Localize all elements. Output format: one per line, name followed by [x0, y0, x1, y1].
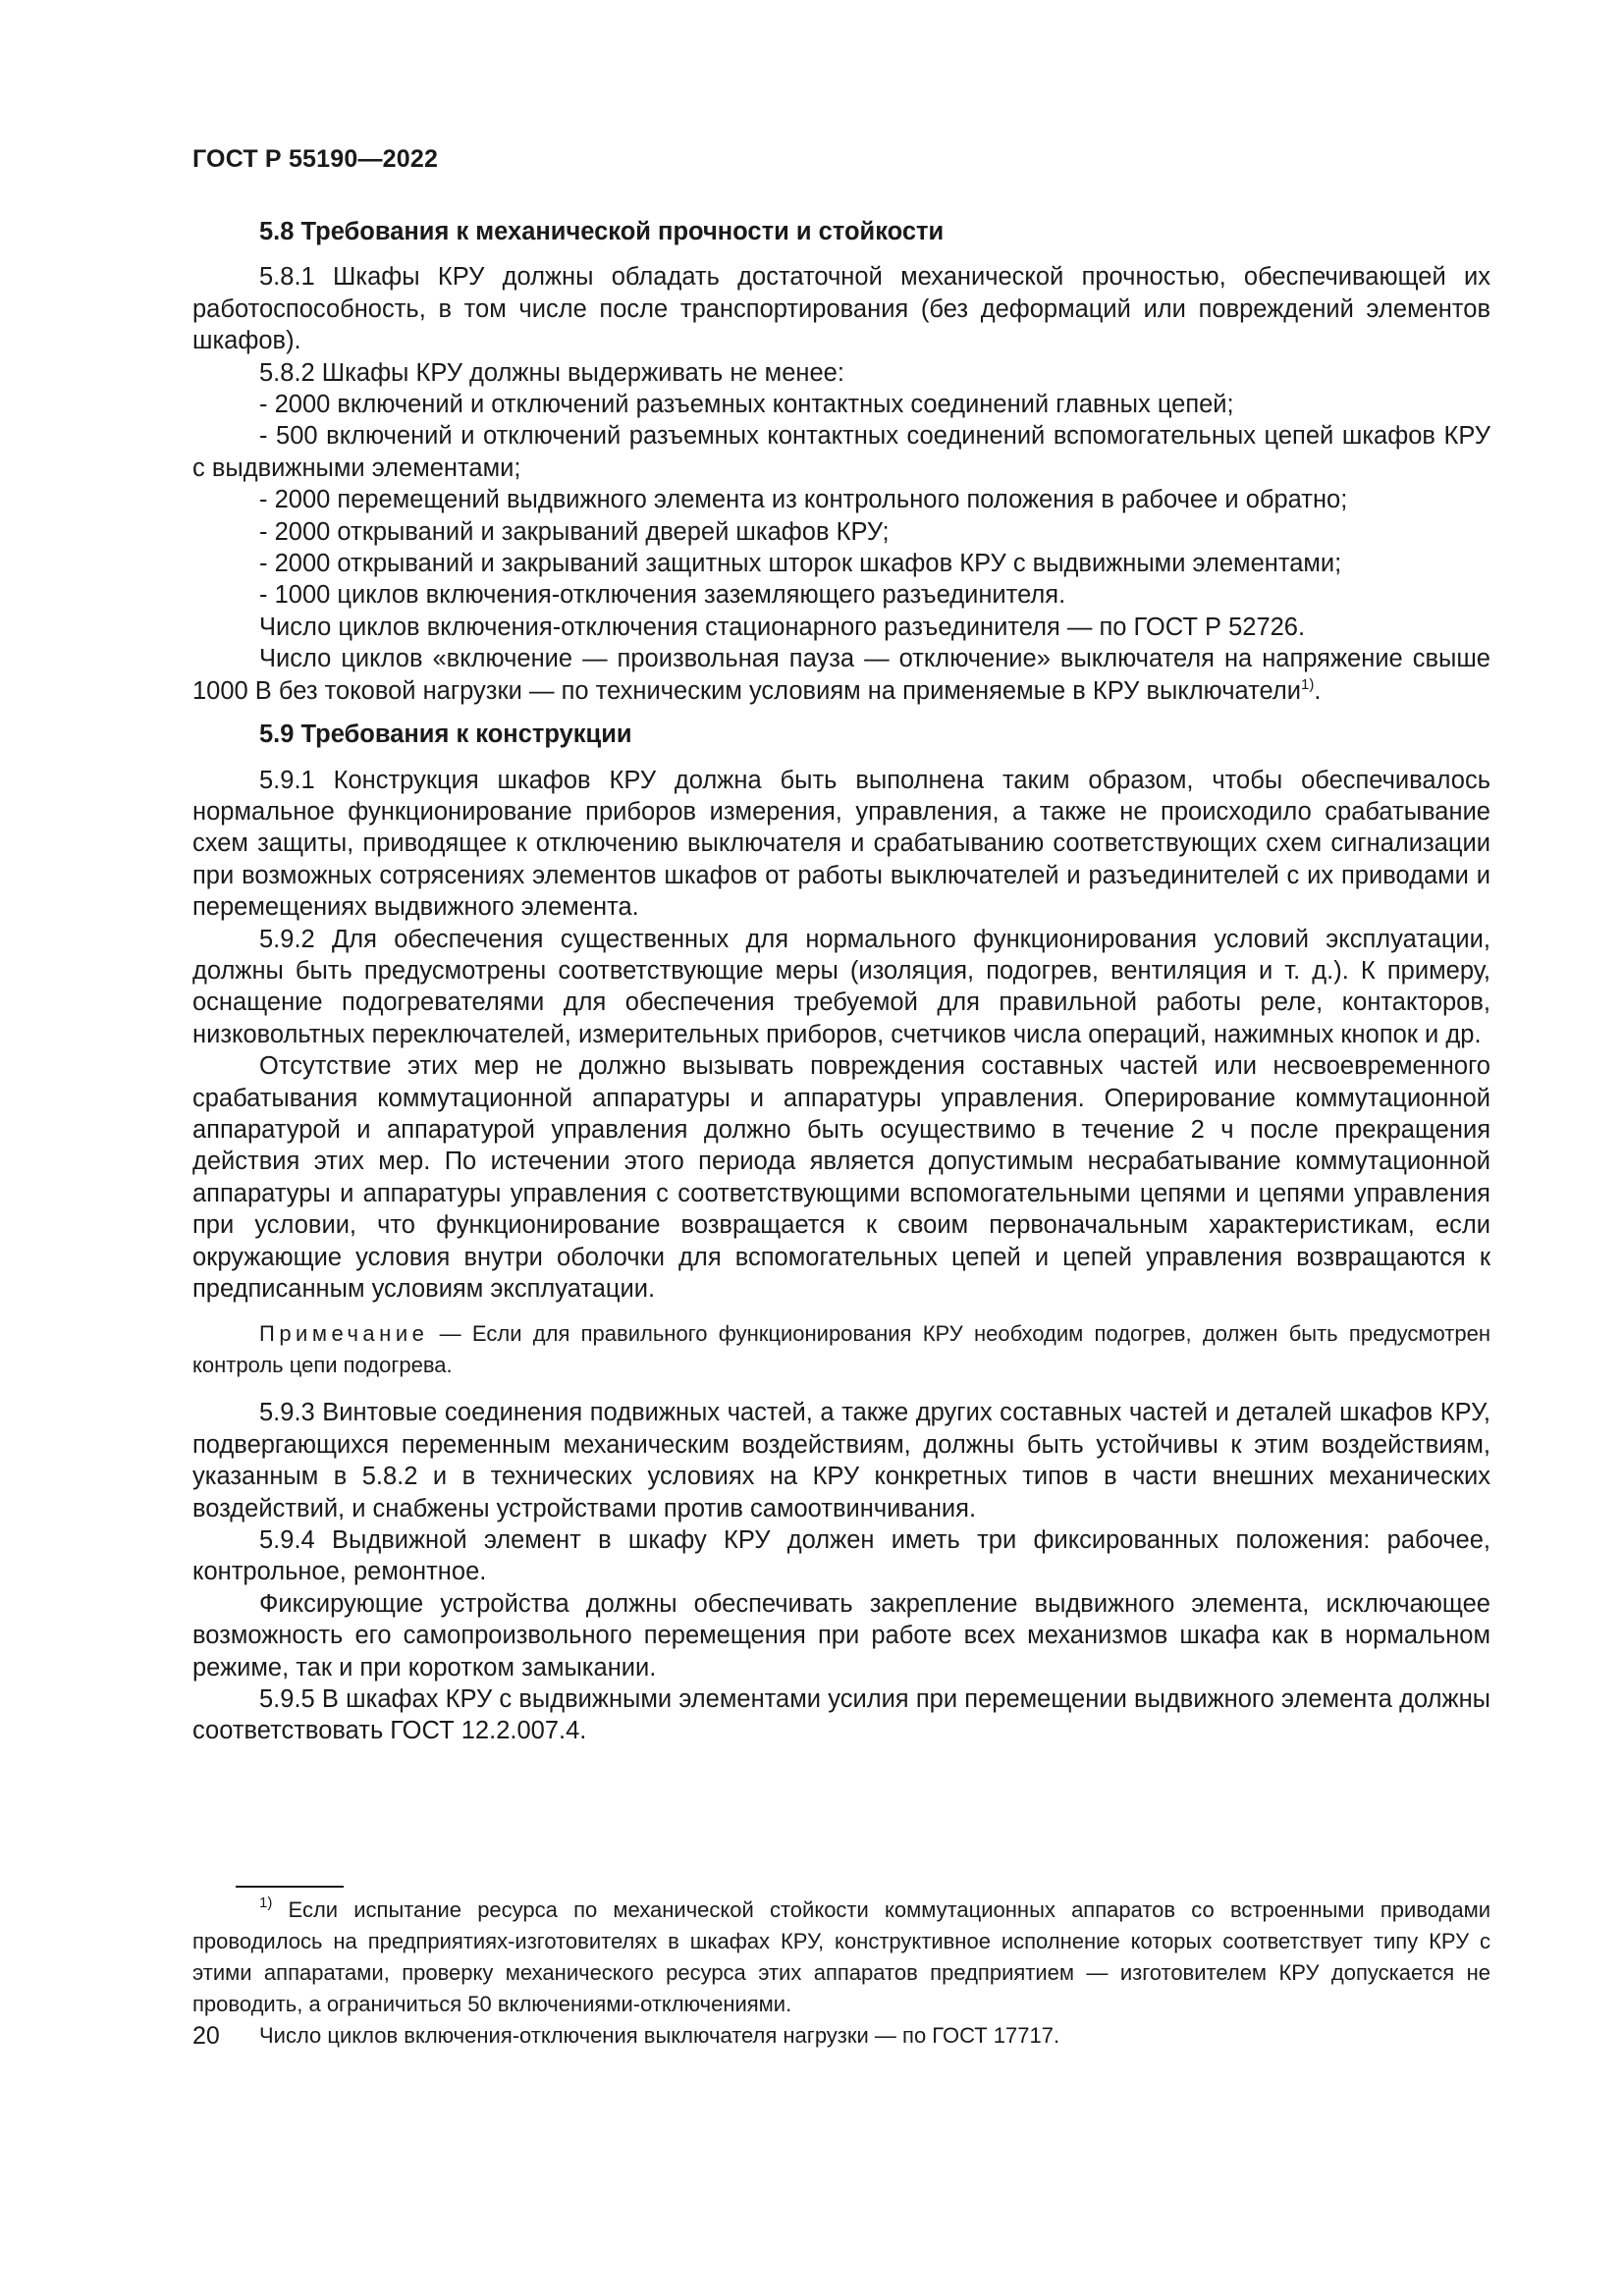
footnote-reference[interactable]: 1) — [1300, 675, 1315, 693]
paragraph-5-8-1: 5.8.1 Шкафы КРУ должны обладать достаточной механической прочностью, обеспечивающей их работоспособность, в том числе после транспортирования (без деформаций или повреждений элементов шкафов). — [192, 263, 1490, 355]
document-header: ГОСТ Р 55190—2022 — [192, 145, 439, 173]
paragraph-5-8-2: 5.8.2 Шкафы КРУ должны выдерживать не менее: — [259, 358, 844, 387]
note — [192, 1318, 1490, 1381]
list-item: - 500 включений и отключений разъемных контактных соединений вспомогательных цепей шкафов КРУ с выдвижными элементами; — [192, 422, 1490, 482]
paragraph-breaker-cycles-text: Число циклов «включение — произвольная пауза — отключение» выключателя на напряжение свыше 1000 В без токовой нагрузки — по техническим условиям на применяемые в КРУ выключатели — [192, 645, 1490, 705]
paragraph-5-9-5: 5.9.5 В шкафах КРУ с выдвижными элементами усилия при перемещении выдвижного элемента должны соответствовать ГОСТ 12.2.007.4. — [192, 1685, 1490, 1745]
footnote-divider — [236, 1886, 344, 1888]
footnote-1 — [192, 1895, 1490, 2020]
paragraph-breaker-cycles: Число циклов «включение — произвольная пауза — отключение» выключателя на напряжение свыше 1000 В без токовой нагрузки — по техническим условиям на применяемые в КРУ выключатели$^{1)}$. — [192, 645, 1490, 705]
paragraph-measures-absence: Отсутствие этих мер не должно вызывать повреждения составных частей или несвоевременного срабатывания коммутационной аппаратуры и аппаратуры управления. Оперирование коммутационной аппаратурой и аппаратурой управления должно быть осуществимо в течение 2 ч после прекращения действия этих мер. По истечении этого периода является допустимым несрабатывание коммутационной аппаратуры и аппаратуры управления с соответствующими вспомогательными цепями и цепями управления при условии, что функционирование возвращается к своим первоначальным характеристикам, если окружающие условия внутри оболочки для вспомогательных цепей и цепей управления возвращаются к предписанным условиям эксплуатации. — [192, 1052, 1490, 1303]
paragraph-disconnector-cycles: Число циклов включения-отключения стационарного разъединителя — по ГОСТ Р 52726. — [259, 613, 1306, 641]
main-text — [192, 216, 1490, 1747]
list-item: - 2000 открываний и закрываний защитных шторок шкафов КРУ с выдвижными элементами; — [259, 550, 1342, 578]
list-item: - 2000 включений и отключений разъемных контактных соединений главных цепей; — [259, 391, 1234, 419]
footnote-2: Число циклов включения-отключения выключателя нагрузки — по ГОСТ 17717. — [259, 2023, 1060, 2048]
list-item: - 2000 открываний и закрываний дверей шкафов КРУ; — [259, 517, 890, 546]
list-item: - 2000 перемещений выдвижного элемента из контрольного положения в рабочее и обратно; — [259, 486, 1348, 514]
paragraph-5-9-2: 5.9.2 Для обеспечения существенных для нормального функционирования условий эксплуатации, должны быть предусмотрены соответствующие меры (изоляция, подогрев, вентиляция и т. д.). К примеру, оснащение подогревателями для обеспечения требуемой для правильной работы реле, контакторов, низковольтных переключателей, измерительных приборов, счетчиков числа операций, нажимных кнопок и др. — [192, 925, 1490, 1048]
section-title-5-8: 5.8 Требования к механической прочности и стойкости — [259, 218, 945, 245]
paragraph-5-9-1: 5.9.1 Конструкция шкафов КРУ должна быть выполнена таким образом, чтобы обеспечивалось нормальное функционирование приборов измерения, управления, а также не происходило срабатывание схем защиты, приводящее к отключению выключателя и срабатыванию соответствующих схем сигнализации при возможных сотрясениях элементов шкафов от работы выключателей и разъединителей с их приводами и перемещениях выдвижного элемента. — [192, 766, 1490, 922]
footnote-marker: 1) — [259, 1895, 273, 1911]
paragraph-5-9-3: 5.9.3 Винтовые соединения подвижных частей, а также других составных частей и деталей шкафов КРУ, подвергающихся переменным механическим воздействиям, должны быть устойчивы к этим воздействиям, указанным в 5.8.2 и в технических условиях на КРУ конкретных типов в части внешних механических воздействий, и снабжены устройствами против самоотвинчивания. — [192, 1399, 1490, 1522]
note-text: — Если для правильного функционирования КРУ необходим подогрев, должен быть предусмотрен контроль цепи подогрева. — [192, 1321, 1490, 1378]
paragraph-5-9-4: 5.9.4 Выдвижной элемент в шкафу КРУ должен иметь три фиксированных положения: рабочее, контрольное, ремонтное. — [192, 1526, 1490, 1586]
page-number: 20 — [192, 2022, 220, 2050]
paragraph-fixing-devices: Фиксирующие устройства должны обеспечивать закрепление выдвижного элемента, исключающее возможность его самопроизвольного перемещения при работе всех механизмов шкафа как в нормальном режиме, так и при коротком замыкании. — [192, 1589, 1490, 1682]
list-item: - 1000 циклов включения-отключения заземляющего разъединителя. — [259, 581, 1066, 610]
note-label: Примечание — [259, 1321, 429, 1347]
footnotes — [192, 1895, 1490, 2052]
section-title-5-9: 5.9 Требования к конструкции — [259, 721, 632, 749]
footnote-1-text: Если испытание ресурса по механической стойкости коммутационных аппаратов со встроенными приводами проводилось на предприятиях-изготовителях в шкафах КРУ, конструктивное исполнение которых соответствует типу КРУ с этими аппаратами, проверку механического ресурса этих аппаратов предприятием — изготовителем КРУ допускается не проводить, а ограничиться 50 включениями-отключениями. — [192, 1897, 1490, 2016]
